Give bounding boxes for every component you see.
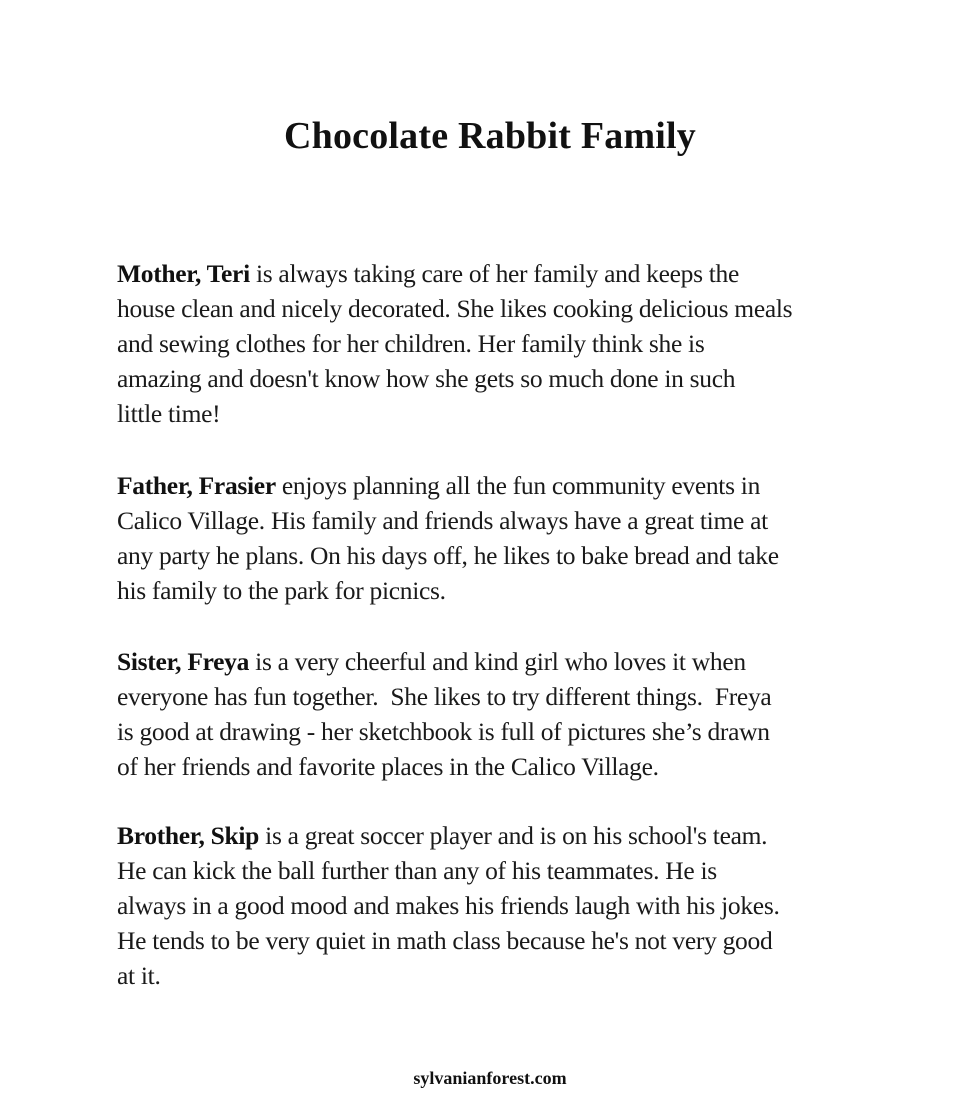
- text-line: at it.: [117, 961, 161, 990]
- text-line: everyone has fun together. She likes to try different things. Freya: [117, 682, 772, 711]
- text-line: Calico Village. His family and friends always have a great time at: [117, 506, 768, 535]
- paragraph-mother: [117, 256, 877, 431]
- page-title: Chocolate Rabbit Family: [283, 115, 697, 157]
- text-line: and sewing clothes for her children. Her family think she is: [117, 329, 705, 358]
- text-line: Brother, Skip is a great soccer player and is on his school's team.: [117, 821, 768, 850]
- text-line: any party he plans. On his days off, he likes to bake bread and take: [117, 541, 779, 570]
- text-line: Mother, Teri is always taking care of her family and keeps the: [117, 259, 740, 288]
- character-name: Sister, Freya: [117, 647, 250, 676]
- paragraph-sister: [117, 644, 877, 784]
- character-name: Brother, Skip: [117, 821, 260, 850]
- text-line: Sister, Freya is a very cheerful and kind girl who loves it when: [117, 647, 746, 676]
- footer-website: sylvanianforest.com: [413, 1068, 567, 1088]
- text-line: He can kick the ball further than any of his teammates. He is: [117, 856, 717, 885]
- text-line: is good at drawing - her sketchbook is full of pictures she’s drawn: [117, 717, 770, 746]
- paragraph-brother: [117, 818, 877, 993]
- text-line: his family to the park for picnics.: [117, 576, 446, 605]
- text-line: of her friends and favorite places in the Calico Village.: [117, 752, 659, 781]
- text-line: always in a good mood and makes his friends laugh with his jokes.: [117, 891, 780, 920]
- text-line: house clean and nicely decorated. She likes cooking delicious meals: [117, 294, 793, 323]
- text-line: amazing and doesn't know how she gets so much done in such: [117, 364, 736, 393]
- text-line: little time!: [117, 399, 221, 428]
- text-line: Father, Frasier enjoys planning all the fun community events in: [117, 471, 761, 500]
- character-name: Mother, Teri: [117, 259, 250, 288]
- text-line: He tends to be very quiet in math class because he's not very good: [117, 926, 773, 955]
- character-name: Father, Frasier: [117, 471, 276, 500]
- paragraph-father: [117, 468, 877, 608]
